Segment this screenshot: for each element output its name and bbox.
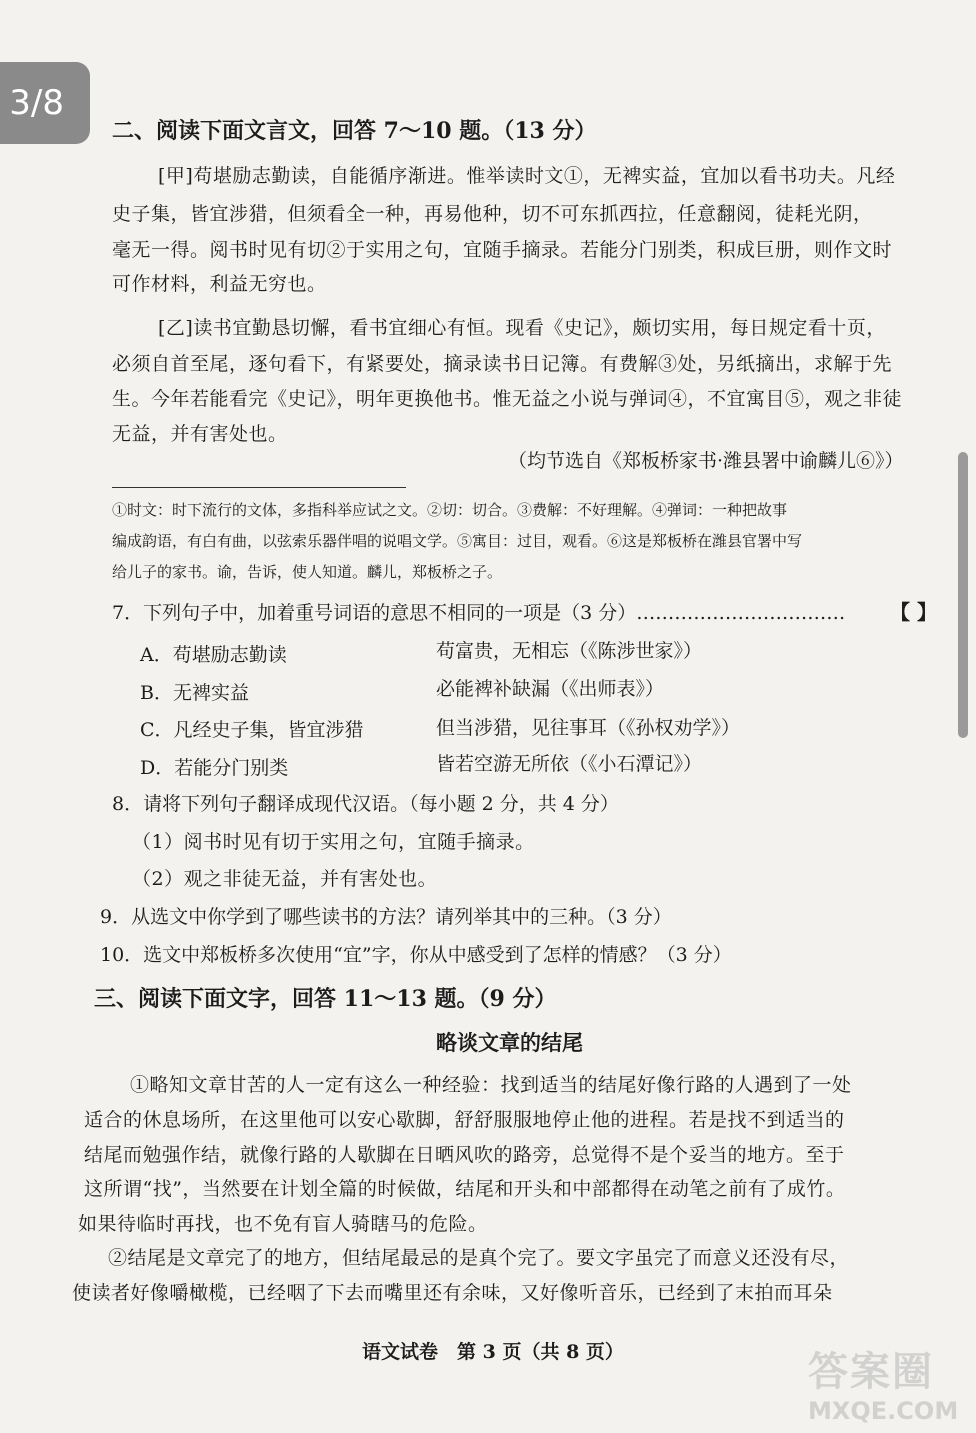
article-line-6: ②结尾是文章完了的地方，但结尾最忌的是真个完了。要文字虽完了而意义还没有尽， [108,1247,850,1269]
section3-heading: 三、阅读下面文字，回答 11～13 题。（9 分） [94,986,557,1012]
article-line-7: 使读者好像嚼橄榄，已经咽了下去而嘴里还有余味，又好像听音乐，已经到了末拍而耳朵 [72,1282,833,1304]
q7-answer-bracket: 【 】 [890,600,937,624]
footnote-line-3: 给儿子的家书。谕，告诉，使人知道。麟儿，郑板桥之子。 [112,563,503,581]
q7-option-d: D．若能分门别类 [140,757,289,779]
vertical-scrollbar[interactable] [958,452,968,738]
article-line-5: 如果待临时再找，也不免有盲人骑瞎马的危险。 [78,1213,488,1235]
jia-line-2: 史子集，皆宜涉猎，但须看全一种，再易他种，切不可东抓西拉，任意翻阅，徒耗光阴， [112,203,873,225]
q10-stem: 10．选文中郑板桥多次使用“宜”字，你从中感受到了怎样的情感？（3 分） [100,944,732,966]
q7-option-c: C．凡经史子集，皆宜涉猎 [140,719,364,741]
footnote-line-1: ①时文：时下流行的文体，多指科举应试之文。②切：切合。③费解：不好理解。④弹词：一种把故事 [112,501,788,519]
q8-item-2: （2）观之非徒无益，并有害处也。 [132,868,438,890]
yi-line-1: [乙]读书宜勤恳切懈，看书宜细心有恒。现看《史记》，颇切实用，每日规定看十页， [158,317,886,339]
yi-line-3: 生。今年若能看完《史记》，明年更换他书。惟无益之小说与弹词④，不宜寓目⑤，观之非徒 [112,388,903,410]
page-footer: 语文试卷 第 3 页（共 8 页） [362,1341,624,1363]
q7-option-c-compare: 但当涉猎，见往事耳（《孙权劝学》） [436,717,741,739]
source-citation: （均节选自《郑板桥家书·潍县署中谕麟儿⑥》） [508,450,904,472]
q8-stem: 8．请将下列句子翻译成现代汉语。（每小题 2 分，共 4 分） [112,793,619,815]
q7-option-a: A．苟堪励志勤读 [140,644,287,666]
q8-item-1: （1）阅书时见有切于实用之句，宜随手摘录。 [132,831,535,853]
jia-line-4: 可作材料，利益无穷也。 [112,273,327,295]
article-title: 略谈文章的结尾 [436,1030,583,1055]
q7-option-b-compare: 必能裨补缺漏（《出师表》） [436,678,665,700]
article-line-3: 结尾而勉强作结，就像行路的人歇脚在日晒风吹的路旁，总觉得不是个妥当的地方。至于 [84,1144,845,1166]
watermark-url: MXQE.COM [808,1397,959,1425]
jia-line-1: [甲]苟堪励志勤读，自能循序渐进。惟举读时文①，无裨实益，宜加以看书功夫。凡经 [158,165,896,187]
yi-line-4: 无益，并有害处也。 [112,423,288,445]
article-line-1: ①略知文章甘苦的人一定有这么一种经验：找到适当的结尾好像行路的人遇到了一处 [130,1074,852,1096]
q7-stem: 7．下列句子中，加着重号词语的意思不相同的一项是（3 分）…………………………… [112,602,846,624]
yi-line-2: 必须自首至尾，逐句看下，有紧要处，摘录读书日记簿。有费解③处，另纸摘出，求解于先 [112,353,893,375]
page-indicator-badge[interactable] [0,62,90,144]
q7-option-a-compare: 苟富贵，无相忘（《陈涉世家》） [436,640,703,662]
page-indicator-text: 3/8 [9,83,64,123]
article-line-2: 适合的休息场所，在这里他可以安心歇脚，舒舒服服地停止他的进程。若是找不到适当的 [84,1109,845,1131]
article-line-4: 这所谓“找”，当然要在计划全篇的时候做，结尾和开头和中部都得在动笔之前有了成竹。 [84,1178,846,1200]
footnote-divider [112,487,406,488]
q9-stem: 9．从选文中你学到了哪些读书的方法？请列举其中的三种。（3 分） [100,906,672,928]
q7-option-d-compare: 皆若空游无所依（《小石潭记》） [436,753,703,775]
section2-heading: 二、阅读下面文言文，回答 7～10 题。（13 分） [112,118,597,144]
jia-line-3: 毫无一得。阅书时见有切②于实用之句，宜随手摘录。若能分门别类，积成巨册，则作文时 [112,239,893,261]
watermark-logo-text: 答案圈 [808,1349,934,1395]
q7-option-b: B．无裨实益 [140,682,249,704]
watermark-logo [808,1340,968,1426]
footnote-line-2: 编成韵语，有白有曲，以弦索乐器伴唱的说唱文学。⑤寓目：过目，观看。⑥这是郑板桥在潍县官署中写 [112,532,803,550]
